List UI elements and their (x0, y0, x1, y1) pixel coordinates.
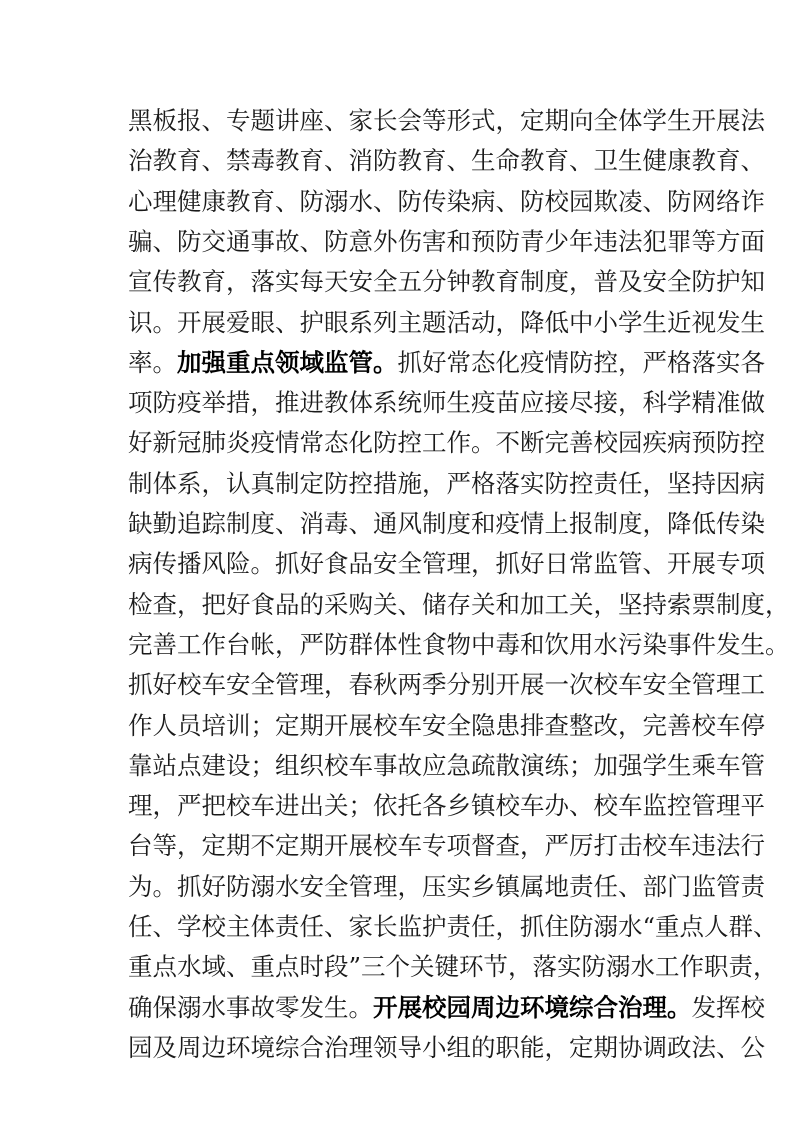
text-segment: 黑板报、专题讲座、家长会等形式，定期向全体学生开展法 (128, 106, 765, 135)
text-line (128, 264, 765, 300)
text-segment: 理，严把校车进出关；依托各乡镇校车办、校车监控管理平 (128, 791, 765, 821)
text-line (128, 184, 765, 220)
text-line (128, 869, 765, 905)
text-segment: 率。 (128, 347, 177, 377)
text-segment: 治教育、禁毒教育、消防教育、生命教育、卫生健康教育、 (128, 146, 765, 176)
text-segment: 抓好校车安全管理，春秋两季分别开展一次校车安全管理工 (128, 670, 765, 700)
text-segment: 病传播风险。抓好食品安全管理，抓好日常监管、开展专项 (128, 549, 765, 579)
text-line (128, 949, 778, 985)
text-line (128, 748, 765, 784)
text-line (128, 466, 765, 502)
text-segment: 完善工作台帐，严防群体性食物中毒和饮用水污染事件发生。 (128, 629, 790, 659)
text-segment: 作人员培训；定期开展校车安全隐患排查整改，完善校车停 (128, 710, 765, 740)
text-line (128, 506, 765, 542)
text-segment: 项防疫举措，推进教体系统师生疫苗应接尽接，科学精准做 (128, 388, 765, 418)
text-line (128, 990, 765, 1026)
text-segment: 抓好常态化疫情防控，严格落实各 (397, 347, 765, 377)
text-line (128, 708, 765, 744)
text-line (128, 667, 765, 703)
bold-heading-phrase: 加强重点领域监管。 (177, 347, 398, 377)
text-line (128, 627, 790, 663)
text-segment: 好新冠肺炎疫情常态化防控工作。不断完善校园疾病预防控 (128, 428, 765, 458)
text-line (128, 103, 765, 139)
text-line (128, 224, 765, 260)
text-segment: 园及周边环境综合治理领导小组的职能，定期协调政法、公 (128, 1032, 765, 1062)
text-line (128, 1030, 765, 1066)
text-segment: 台等，定期不定期开展校车专项督查，严厉打击校车违法行 (128, 831, 765, 861)
text-line (128, 425, 765, 461)
bold-heading-phrase: 开展校园周边环境综合治理。 (373, 992, 692, 1022)
text-segment: 宣传教育，落实每天安全五分钟教育制度，普及安全防护知 (128, 267, 765, 297)
text-line (128, 909, 778, 945)
text-line (128, 143, 765, 179)
text-line (128, 828, 765, 864)
text-segment: 检查，把好食品的采购关、储存关和加工关，坚持索票制度， (128, 589, 790, 619)
text-line (128, 345, 765, 381)
text-line (128, 587, 790, 623)
text-line (128, 546, 765, 582)
text-line (128, 305, 765, 341)
text-segment: 确保溺水事故零发生。 (128, 992, 373, 1022)
text-segment: 重点水域、重点时段”三个关键环节，落实防溺水工作职责， (128, 952, 778, 982)
text-segment: 发挥校 (691, 992, 765, 1022)
text-segment: 骗、防交通事故、防意外伤害和预防青少年违法犯罪等方面 (128, 226, 765, 256)
text-segment: 心理健康教育、防溺水、防传染病、防校园欺凌、防网络诈 (128, 186, 765, 216)
text-line (128, 788, 765, 824)
text-segment: 缺勤追踪制度、消毒、通风制度和疫情上报制度，降低传染 (128, 509, 765, 538)
text-segment: 任、学校主体责任、家长监护责任，抓住防溺水“重点人群、 (128, 912, 778, 941)
text-segment: 为。抓好防溺水安全管理，压实乡镇属地责任、部门监管责 (128, 871, 765, 901)
text-segment: 靠站点建设；组织校车事故应急疏散演练；加强学生乘车管 (128, 750, 765, 780)
text-segment: 制体系，认真制定防控措施，严格落实防控责任，坚持因病 (128, 468, 765, 498)
text-line (128, 385, 765, 421)
text-segment: 识。开展爱眼、护眼系列主题活动，降低中小学生近视发生 (128, 307, 765, 337)
